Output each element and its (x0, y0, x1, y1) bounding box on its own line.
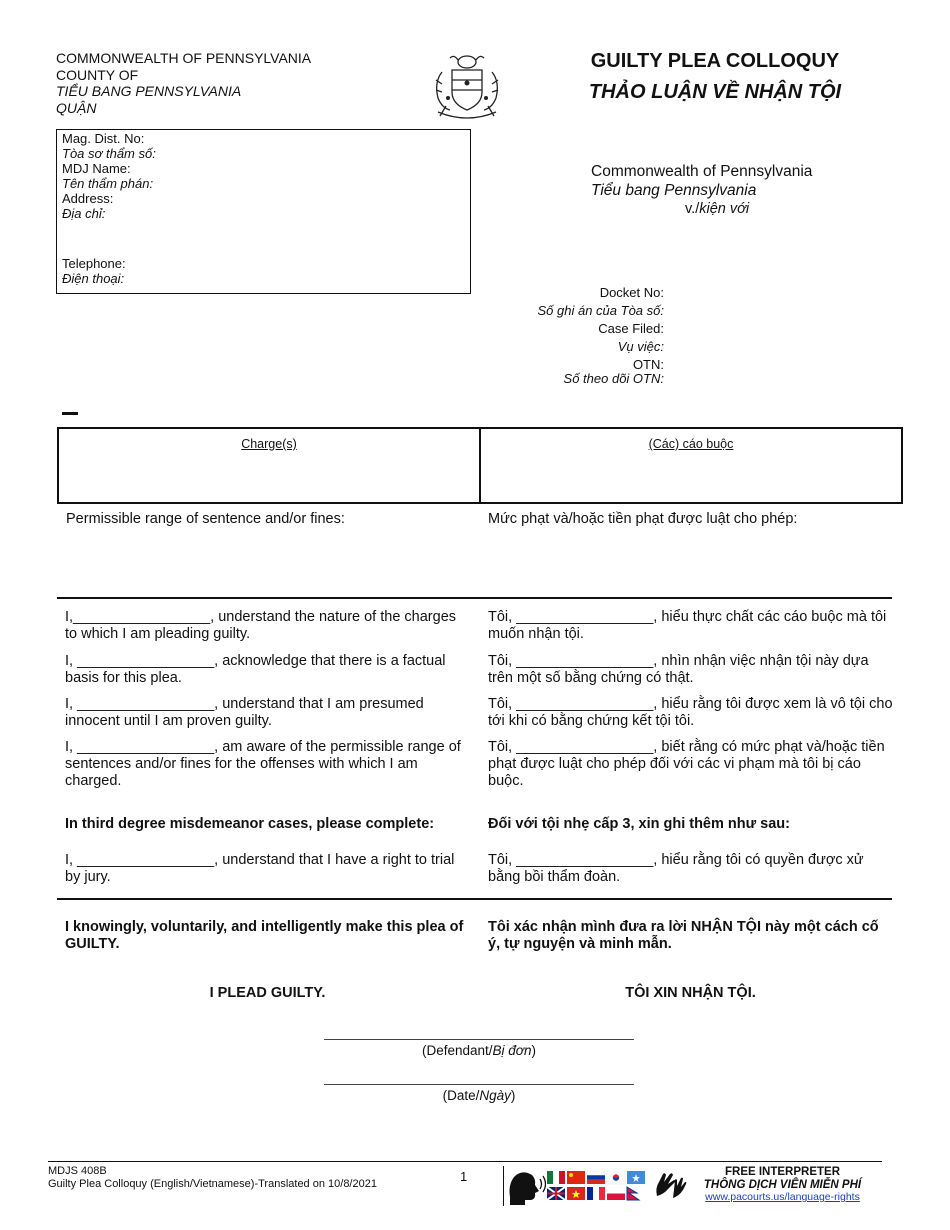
misdemeanor-heading-vi: Đối với tội nhẹ cấp 3, xin ghi thêm như sau: (488, 816, 790, 832)
charges-header-en: Charge(s) (241, 437, 297, 451)
title-en: GUILTY PLEA COLLOQUY (590, 50, 840, 72)
otn-label-vi: Số theo dõi OTN: (563, 371, 664, 386)
plead-guilty-en: I PLEAD GUILTY. (209, 985, 326, 1001)
case-caption (591, 162, 812, 219)
section-divider-bottom (57, 898, 892, 900)
name-label-en: MDJ Name: (62, 161, 131, 176)
date-label-en: (Date/ (442, 1088, 480, 1103)
mdj-info-box (56, 129, 471, 294)
statement-vi-4: Tôi, _________________, biết rằng có mức phạt và/hoặc tiền phạt được luật cho phép đối với các vi phạm mà tôi bị cáo buộc. (488, 739, 885, 789)
pennsylvania-seal-icon (428, 50, 506, 122)
divider-dash (62, 412, 78, 415)
address-label-en: Address: (62, 191, 114, 206)
interpreter-divider (503, 1166, 504, 1206)
range-label-en: Permissible range of sentence and/or fines: (66, 511, 345, 527)
defendant-signature-line[interactable] (324, 1039, 634, 1040)
versus-vi: kiện với (699, 201, 750, 217)
language-flags-icon (547, 1171, 651, 1201)
docket-label-en: Docket No: (599, 285, 664, 300)
defendant-label-close: ) (531, 1043, 536, 1058)
title-vi: THẢO LUẬN VỀ NHẬN TỘI (588, 81, 842, 103)
name-label-vi: Tên thẩm phán: (62, 176, 154, 191)
phone-label-vi: Điện thoại: (62, 271, 125, 286)
knowingly-statement-vi: Tôi xác nhận mình đưa ra lời NHẬN TỘI này một cách cố ý, tự nguyện và minh mẫn. (488, 919, 879, 952)
statement-en-2: I, _________________, acknowledge that there is a factual basis for this plea. (65, 653, 446, 686)
charges-table (57, 427, 903, 504)
defendant-label-vi: Bị đơn (492, 1043, 532, 1058)
knowingly-statement-en: I knowingly, voluntarily, and intelligently make this plea of GUILTY. (65, 919, 464, 952)
defendant-label-en: (Defendant/ (422, 1043, 493, 1058)
county-en: COUNTY OF (56, 66, 139, 83)
charges-header-vi: (Các) cáo buộc (479, 429, 901, 502)
interpreter-vi: THÔNG DỊCH VIÊN MIỄN PHÍ (703, 1178, 862, 1191)
docket-label-vi: Số ghi án của Tòa số: (537, 303, 664, 318)
state-en: COMMONWEALTH OF PENNSYLVANIA (56, 50, 312, 66)
county-vi: QUẬN (56, 99, 97, 116)
statement-vi-3: Tôi, _________________, hiểu rằng tôi được xem là vô tội cho tới khi có bằng chứng kết tội tôi. (488, 696, 893, 729)
form-description: Guilty Plea Colloquy (English/Vietnamese)-Translated on 10/8/2021 (48, 1178, 377, 1190)
statement-vi-1: Tôi, _________________, hiểu thực chất các cáo buộc mà tôi muốn nhận tội. (488, 609, 887, 642)
dist-label-en: Mag. Dist. No: (62, 131, 145, 146)
footer-form-info (48, 1165, 377, 1191)
versus-en: v./ (685, 201, 700, 217)
jury-statement-vi: Tôi, _________________, hiểu rằng tôi có quyền được xử bằng bồi thẩm đoàn. (488, 852, 864, 885)
language-rights-link[interactable]: www.pacourts.us/language-rights (705, 1191, 860, 1203)
sign-language-hands-icon (653, 1170, 689, 1202)
statement-en-4: I, _________________, am aware of the permissible range of sentences and/or fines for the offenses with which I am charged. (65, 739, 461, 789)
case-label-en: Case Filed: (598, 321, 664, 336)
misdemeanor-heading-en: In third degree misdemeanor cases, please complete: (65, 816, 435, 832)
page-number: 1 (460, 1169, 468, 1184)
range-label-vi: Mức phạt và/hoặc tiền phạt được luật cho phép: (488, 511, 798, 527)
case-label-vi: Vụ việc: (617, 339, 664, 354)
plead-guilty-vi: TÔI XIN NHẬN TỘI. (625, 985, 756, 1001)
commonwealth-vi: Tiểu bang Pennsylvania (591, 182, 757, 199)
header-left (56, 50, 311, 116)
statement-en-3: I, _________________, understand that I am presumed innocent until I am proven guilty. (65, 696, 424, 729)
interpreter-notice (700, 1166, 865, 1204)
phone-label-en: Telephone: (62, 256, 126, 271)
dist-label-vi: Tòa sơ thẩm số: (62, 146, 156, 161)
defendant-label (324, 1043, 634, 1058)
footer-divider (48, 1161, 882, 1162)
date-label (324, 1088, 634, 1103)
state-vi: TIỂU BANG PENNSYLVANIA (56, 83, 242, 99)
form-number: MDJS 408B (48, 1165, 107, 1177)
statement-en-1: I,_________________, understand the nature of the charges to which I am pleading guilty. (65, 609, 457, 642)
interpreter-en: FREE INTERPRETER (724, 1166, 840, 1178)
speaking-head-icon (506, 1167, 546, 1205)
date-label-vi: Ngày (479, 1088, 511, 1103)
docket-block (470, 284, 664, 386)
date-signature-line[interactable] (324, 1084, 634, 1085)
jury-statement-en: I, _________________, understand that I have a right to trial by jury. (65, 852, 455, 885)
commonwealth-en: Commonwealth of Pennsylvania (591, 163, 813, 180)
address-label-vi: Địa chỉ: (62, 206, 106, 221)
statement-vi-2: Tôi, _________________, nhìn nhận việc nhận tội này dựa trên một số bằng chứng có thật. (488, 653, 869, 686)
otn-label-en: OTN: (632, 357, 664, 372)
section-divider-top (57, 597, 892, 599)
date-label-close: ) (510, 1088, 516, 1103)
